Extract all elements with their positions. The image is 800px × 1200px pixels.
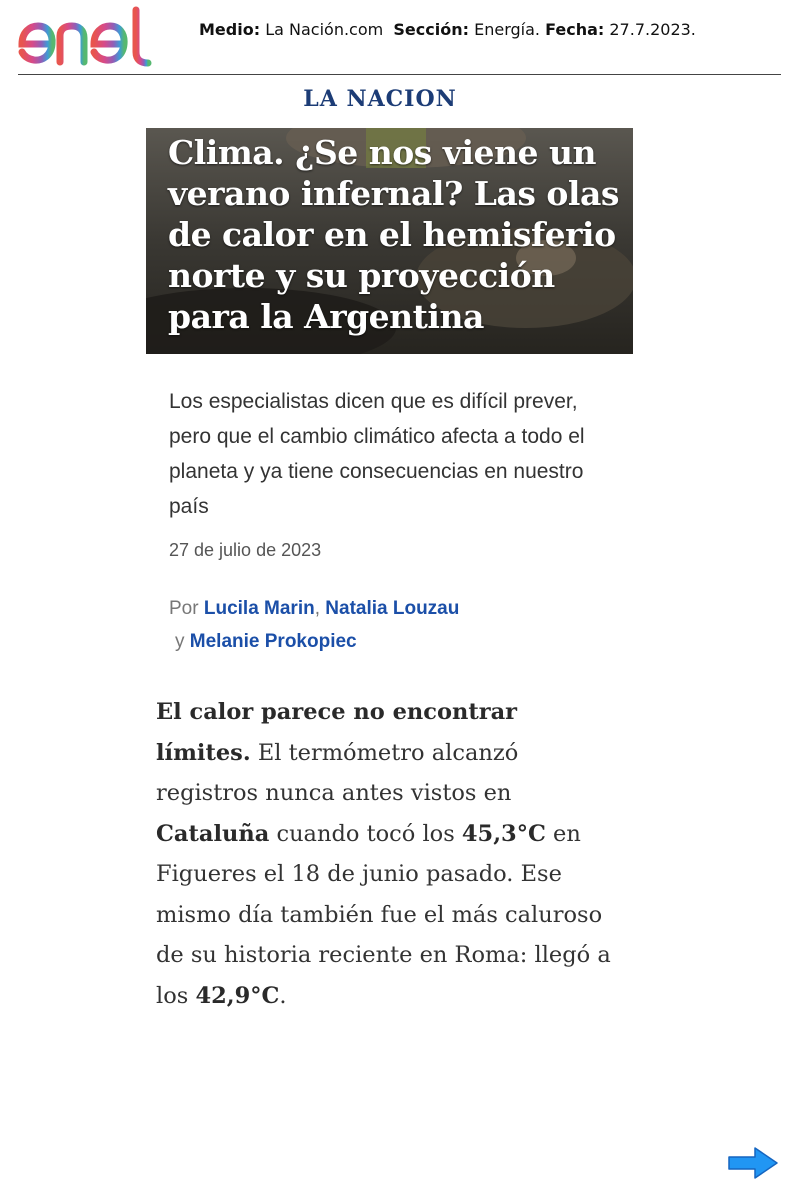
body-text-4: . [279, 982, 287, 1009]
fecha-value: 27.7.2023. [609, 20, 696, 39]
seccion-label: Sección: [393, 20, 469, 39]
seccion-value: Energía. [474, 20, 540, 39]
body-text-3: en Figueres el 18 de junio pasado. Ese mismo día también fue el más caluroso de su historia reciente en Roma: llegó a los [156, 820, 611, 1009]
body-text-1: El termómetro alcanzó registros nunca antes vistos en [156, 739, 519, 806]
newspaper-masthead: LA NACION [303, 86, 457, 112]
byline-separator: , [314, 598, 320, 619]
arrow-right-icon[interactable] [727, 1146, 779, 1180]
document-header [0, 0, 800, 76]
article-date: 27 de julio de 2023 [169, 540, 322, 560]
article-byline [169, 592, 529, 658]
byline-prefix: Por [169, 598, 199, 619]
article-hero [146, 128, 633, 354]
author-link-natalia-louzau[interactable]: Natalia Louzau [325, 598, 460, 619]
byline-conjunction: y [175, 631, 185, 652]
medio-value: La Nación.com [265, 20, 384, 39]
body-bold-cataluna: Cataluña [156, 820, 270, 847]
lead-bold: El calor parece no encontrar límites. [156, 699, 517, 766]
author-link-lucila-marin[interactable]: Lucila Marin [203, 598, 315, 619]
header-divider [18, 74, 781, 75]
article-subtitle: Los especialistas dicen que es difícil prever, pero que el cambio climático afecta a todo el planeta y ya tiene consecuencias en nuestro país [169, 390, 585, 518]
medio-label: Medio: [199, 20, 261, 39]
body-text-2: cuando tocó los [269, 820, 462, 847]
body-bold-temp-2: 42,9°C [195, 982, 280, 1009]
article-body-paragraph [156, 692, 616, 1016]
author-link-melanie-prokopiec[interactable]: Melanie Prokopiec [189, 631, 357, 652]
enel-logo [16, 6, 180, 68]
document-meta [199, 20, 696, 39]
article-title: Clima. ¿Se nos viene un verano infernal? Las olas de calor en el hemisferio norte y su proyección para la Argentina [168, 133, 619, 336]
body-bold-temp-1: 45,3°C [461, 820, 546, 847]
fecha-label: Fecha: [545, 20, 605, 39]
